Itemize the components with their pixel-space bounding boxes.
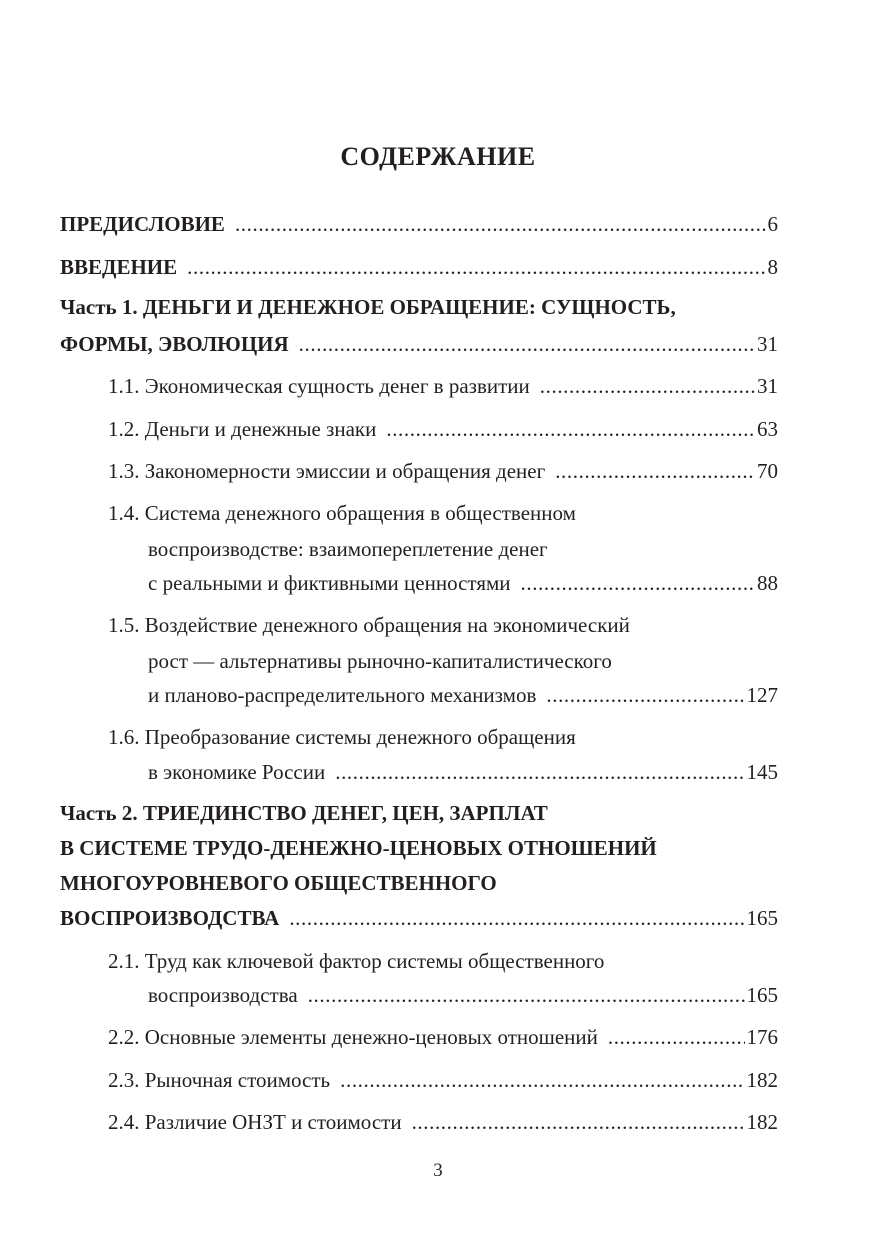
toc-entry-label: ВВЕДЕНИЕ	[60, 255, 178, 279]
toc-section-1-4-line3[interactable]	[148, 569, 778, 597]
toc-entry-label: с реальными и фиктивными ценностями	[148, 571, 511, 595]
toc-entry-label: ПРЕДИСЛОВИЕ	[60, 212, 225, 236]
toc-section-1-3[interactable]	[108, 457, 778, 485]
toc-part2-line2[interactable]	[60, 834, 778, 862]
leader-dots	[235, 210, 766, 238]
toc-section-2-1-line1[interactable]	[108, 947, 778, 975]
toc-page-number: 145	[746, 760, 778, 784]
toc-entry-introduction[interactable]	[60, 253, 778, 281]
toc-page-number: 63	[757, 417, 778, 441]
toc-page-number: 6	[767, 212, 778, 236]
leader-dots	[308, 981, 745, 1009]
toc-section-1-2[interactable]	[108, 415, 778, 443]
toc-entry-label: воспроизводстве: взаимопереплетение денег	[148, 537, 548, 561]
leader-dots	[187, 253, 765, 281]
toc-section-1-6-line1[interactable]	[108, 723, 778, 751]
toc-section-1-4-line1[interactable]	[108, 499, 778, 527]
toc-page-number: 165	[746, 983, 778, 1007]
leader-dots	[340, 1066, 744, 1094]
toc-page-number: 165	[746, 906, 778, 930]
toc-part2-line3[interactable]	[60, 869, 778, 897]
toc-page-number: 127	[746, 683, 778, 707]
toc-entry-label: 1.3. Закономерности эмиссии и обращения денег	[108, 459, 546, 483]
toc-entry-label: Часть 1. ДЕНЬГИ И ДЕНЕЖНОЕ ОБРАЩЕНИЕ: СУЩНОСТЬ,	[60, 295, 676, 319]
toc-page-number: 70	[757, 459, 778, 483]
toc-page-number: 88	[757, 571, 778, 595]
toc-section-1-4-line2[interactable]	[148, 535, 778, 563]
leader-dots	[386, 415, 755, 443]
leader-dots	[289, 904, 744, 932]
toc-page-number: 182	[746, 1068, 778, 1092]
toc-entry-label: 1.1. Экономическая сущность денег в развитии	[108, 374, 530, 398]
leader-dots	[546, 681, 744, 709]
toc-entry-label: 2.2. Основные элементы денежно-ценовых отношений	[108, 1025, 598, 1049]
toc-entry-label: и планово-распределительного механизмов	[148, 683, 537, 707]
leader-dots	[299, 330, 755, 358]
toc-entry-label: ВОСПРОИЗВОДСТВА	[60, 906, 280, 930]
toc-entry-label: рост — альтернативы рыночно-капиталистического	[148, 649, 612, 673]
toc-page-number: 8	[767, 255, 778, 279]
toc-entry-label: в экономике России	[148, 760, 326, 784]
toc-page-number: 182	[746, 1110, 778, 1134]
toc-section-1-5-line3[interactable]	[148, 681, 778, 709]
toc-entry-label: воспроизводства	[148, 983, 298, 1007]
toc-page-number: 176	[746, 1025, 778, 1049]
toc-entry-label: Часть 2. ТРИЕДИНСТВО ДЕНЕГ, ЦЕН, ЗАРПЛАТ	[60, 801, 548, 825]
toc-entry-preface[interactable]	[60, 210, 778, 238]
leader-dots	[521, 569, 755, 597]
toc-entry-label: 1.2. Деньги и денежные знаки	[108, 417, 377, 441]
toc-page-number: 31	[757, 332, 778, 356]
leader-dots	[335, 758, 744, 786]
toc-entry-label: 2.3. Рыночная стоимость	[108, 1068, 331, 1092]
toc-entry-label: 1.6. Преобразование системы денежного обращения	[108, 725, 576, 749]
toc-section-2-2[interactable]	[108, 1023, 778, 1051]
toc-part1-line2[interactable]	[60, 330, 778, 358]
toc-entry-label: 2.4. Различие ОНЗТ и стоимости	[108, 1110, 402, 1134]
toc-section-1-6-line2[interactable]	[148, 758, 778, 786]
toc-page-number: 31	[757, 374, 778, 398]
toc-section-2-4[interactable]	[108, 1108, 778, 1136]
toc-entry-label: В СИСТЕМЕ ТРУДО-ДЕНЕЖНО-ЦЕНОВЫХ ОТНОШЕНИЙ	[60, 836, 657, 860]
toc-part2-line4[interactable]	[60, 904, 778, 932]
leader-dots	[555, 457, 755, 485]
leader-dots	[540, 372, 755, 400]
toc-entry-label: 2.1. Труд как ключевой фактор системы общественного	[108, 949, 605, 973]
toc-entry-label: 1.4. Система денежного обращения в общественном	[108, 501, 576, 525]
toc-section-1-1[interactable]	[108, 372, 778, 400]
leader-dots	[412, 1108, 745, 1136]
page-title: СОДЕРЖАНИЕ	[340, 142, 536, 171]
toc-part1-line1[interactable]	[60, 293, 778, 321]
toc-entry-label: МНОГОУРОВНЕВОГО ОБЩЕСТВЕННОГО	[60, 871, 497, 895]
toc-section-1-5-line2[interactable]	[148, 647, 778, 675]
toc-entry-label: ФОРМЫ, ЭВОЛЮЦИЯ	[60, 332, 289, 356]
toc-part2-line1[interactable]	[60, 799, 778, 827]
toc-entry-label: 1.5. Воздействие денежного обращения на экономический	[108, 613, 630, 637]
toc-section-1-5-line1[interactable]	[108, 611, 778, 639]
toc-section-2-1-line2[interactable]	[148, 981, 778, 1009]
leader-dots	[608, 1023, 745, 1051]
toc-section-2-3[interactable]	[108, 1066, 778, 1094]
page-number: 3	[433, 1160, 443, 1181]
